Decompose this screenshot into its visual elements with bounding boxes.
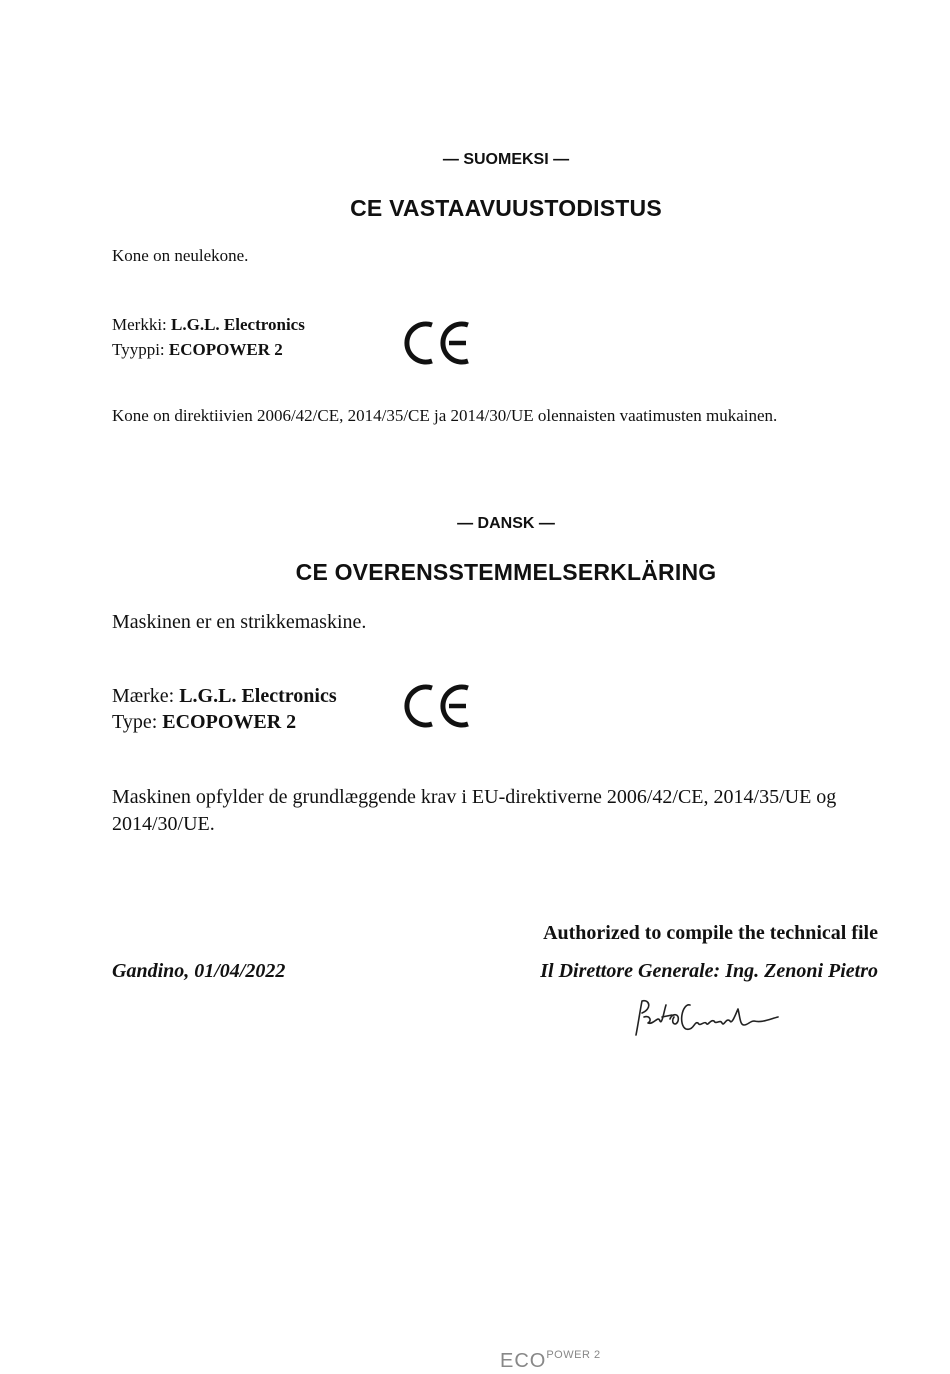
finnish-type-value: ECOPOWER 2	[168, 340, 283, 359]
director-name: Il Direttore Generale: Ing. Zenoni Pietro	[540, 960, 878, 982]
danish-type-row	[112, 709, 337, 735]
danish-intro: Maskinen er en strikkemaskine.	[112, 611, 367, 633]
finnish-type-row	[112, 337, 305, 362]
handwritten-signature	[628, 995, 788, 1043]
danish-spec	[112, 683, 337, 735]
finnish-brand-label: Merkki:	[112, 315, 172, 334]
finnish-intro: Kone on neulekone.	[112, 246, 249, 265]
danish-brand-value: L.G.L. Electronics	[179, 685, 337, 707]
ce-mark-icon	[402, 318, 474, 368]
authorized-statement: Authorized to compile the technical file	[543, 922, 878, 944]
finnish-brand-value: L.G.L. Electronics	[171, 315, 305, 334]
finnish-brand-row	[112, 312, 305, 337]
finnish-type-label: Tyyppi:	[112, 340, 169, 359]
danish-brand-row	[112, 683, 337, 709]
danish-compliance	[112, 784, 836, 838]
footer-logo-eco: ECO	[500, 1350, 547, 1372]
danish-compliance-line2: 2014/30/UE.	[112, 813, 215, 835]
danish-compliance-line1: Maskinen opfylder de grundlæggende krav i EU-direktiverne 2006/42/CE, 2014/35/UE og	[112, 786, 837, 808]
finnish-language-label: — SUOMEKSI —	[442, 151, 570, 168]
finnish-spec	[112, 312, 305, 362]
finnish-compliance: Kone on direktiivien 2006/42/CE, 2014/35/CE ja 2014/30/UE olennaisten vaatimusten mukainen.	[112, 406, 778, 425]
place-date: Gandino, 01/04/2022	[112, 960, 286, 982]
danish-title: CE OVERENSSTEMMELSERKLÄRING	[295, 559, 717, 585]
danish-type-label: Type:	[112, 711, 163, 733]
danish-brand-label: Mærke:	[112, 685, 180, 707]
finnish-title: CE VASTAAVUUSTODISTUS	[350, 195, 662, 221]
danish-type-value: ECOPOWER 2	[162, 711, 297, 733]
ce-mark-icon	[402, 681, 474, 731]
footer-logo-power: POWER 2	[546, 1349, 601, 1361]
ecopower-footer-logo	[500, 1350, 601, 1373]
danish-language-label: — DANSK —	[457, 515, 555, 532]
